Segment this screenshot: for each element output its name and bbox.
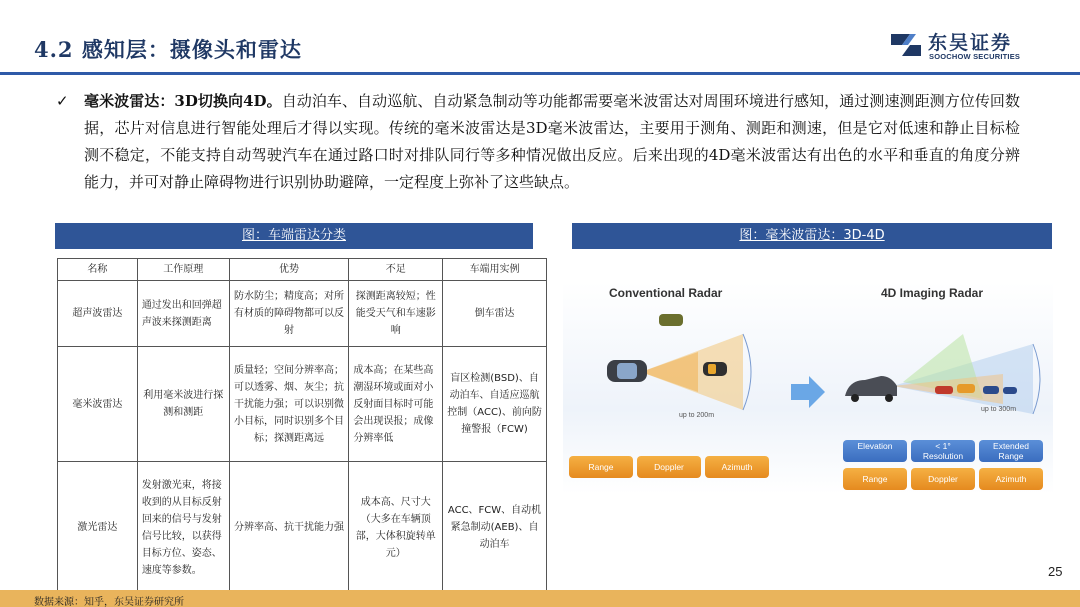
- imaging-range-pill: Range: [843, 468, 907, 490]
- table-cell: 分辨率高、抗干扰能力强: [229, 462, 349, 594]
- table-cell: 成本高、尺寸大（大多在车辆顶部，大体积旋转单元）: [349, 462, 443, 594]
- intro-paragraph: [56, 88, 1020, 196]
- right-figure-caption: 图：毫米波雷达：3D-4D: [572, 223, 1052, 249]
- imaging-extended-range-pill: Extended Range: [979, 440, 1043, 462]
- radar-3d-4d-illustration: [563, 282, 1053, 494]
- table-cell: 毫米波雷达: [58, 347, 138, 462]
- logo-text-cn: 东吴证券: [928, 32, 1013, 54]
- conventional-doppler-pill: Doppler: [637, 456, 701, 478]
- table-cell: 激光雷达: [58, 462, 138, 594]
- page-title: 4.2 感知层：摄像头和雷达: [34, 37, 302, 62]
- table-cell: 超声波雷达: [58, 281, 138, 347]
- radar-scene-graphic: [563, 304, 1053, 454]
- check-icon: ✓: [56, 92, 69, 110]
- table-row: [58, 462, 547, 594]
- imaging-resolution-pill: < 1° Resolution: [911, 440, 975, 462]
- table-row: [58, 281, 547, 347]
- page-number: 25: [1048, 564, 1063, 579]
- table-header-cell: 优势: [229, 259, 349, 281]
- logo-text-en: SOOCHOW SECURITIES: [929, 52, 1021, 61]
- imaging-elevation-pill: Elevation: [843, 440, 907, 462]
- table-header-row: [58, 259, 547, 281]
- conventional-radar-title: Conventional Radar: [609, 286, 723, 300]
- imaging-doppler-pill: Doppler: [911, 468, 975, 490]
- imaging-azimuth-pill: Azimuth: [979, 468, 1043, 490]
- table-header-cell: 不足: [349, 259, 443, 281]
- table-cell: 质量轻；空间分辨率高；可以透雾、烟、灰尘；抗干扰能力强；可以识别微小目标，同时识别多个目标；探测距离远: [229, 347, 349, 462]
- table-cell: 成本高；在某些高潮湿环境或面对小反射面目标时可能会出现误报；成像分辨率低: [349, 347, 443, 462]
- table-cell: 防水防尘；精度高；对所有材质的障碍物都可以反射: [229, 281, 349, 347]
- conventional-range-pill: Range: [569, 456, 633, 478]
- data-source-note: 数据来源：知乎，东吴证券研究所: [34, 597, 184, 607]
- table-row: [58, 347, 547, 462]
- imaging-radar-title: 4D Imaging Radar: [881, 286, 984, 300]
- intro-lead: 毫米波雷达：3D切换向4D。: [84, 92, 282, 110]
- radar-classification-table: [57, 258, 547, 594]
- table-header-cell: 车端用实例: [443, 259, 547, 281]
- conventional-range-label: up to 200m: [679, 412, 715, 419]
- conventional-azimuth-pill: Azimuth: [705, 456, 769, 478]
- soochow-logo-icon: [888, 30, 924, 60]
- table-cell: 通过发出和回弹超声波来探测距离: [137, 281, 229, 347]
- table-header-cell: 名称: [58, 259, 138, 281]
- table-cell: ACC、FCW、自动机紧急制动(AEB)、自动泊车: [443, 462, 547, 594]
- table-cell: 利用毫米波进行探测和测距: [137, 347, 229, 462]
- intro-body: 自动泊车、自动巡航、自动紧急制动等功能都需要毫米波雷达对周围环境进行感知，通过测速测距测方位传回数据，芯片对信息进行智能处理后才得以实现。传统的毫米波雷达是3D毫米波雷达，主要用于测角、测距和测速，但是它对低速和静止目标检测不稳定，不能支持自动驾驶汽车在通过路口时对排队同行等多种情况做出反应。后来出现的4D毫米波雷达有出色的水平和垂直的角度分辨能力，并可对静止障碍物进行识别协助避障，一定程度上弥补了这些缺点。: [84, 92, 1020, 191]
- title-divider: [0, 72, 1080, 75]
- left-figure-caption: 图：车端雷达分类: [55, 223, 533, 249]
- table-cell: 发射激光束，将接收到的从目标反射回来的信号与发射信号比较，以获得目标方位、姿态、速度等参数。: [137, 462, 229, 594]
- imaging-range-label: up to 300m: [981, 406, 1017, 413]
- table-cell: 倒车雷达: [443, 281, 547, 347]
- table-cell: 盲区检测(BSD)、自动泊车、自适应巡航控制（ACC)、前向防撞警报（FCW): [443, 347, 547, 462]
- table-cell: 探测距离较短；性能受天气和车速影响: [349, 281, 443, 347]
- company-logo: [888, 28, 1038, 64]
- table-header-cell: 工作原理: [137, 259, 229, 281]
